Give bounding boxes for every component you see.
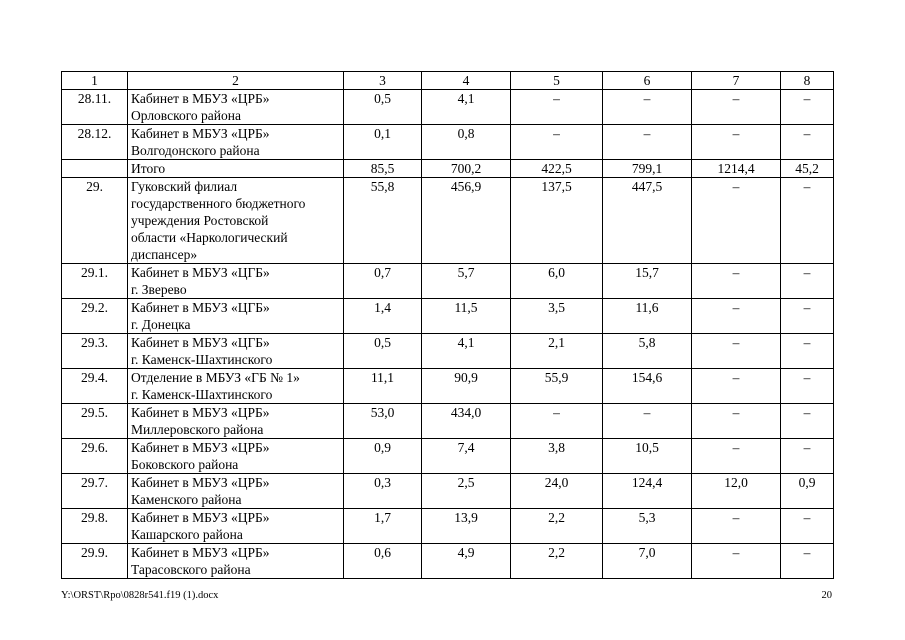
value-cell-c4: 434,0	[422, 404, 511, 439]
row-number: 29.	[62, 178, 128, 264]
value-cell-c6: –	[603, 404, 692, 439]
value-cell-c6: –	[603, 90, 692, 125]
value-cell-c4: 5,7	[422, 264, 511, 299]
value-cell-c4: 4,9	[422, 544, 511, 579]
table-row	[62, 264, 834, 299]
row-name-line: Миллеровского района	[131, 422, 264, 437]
row-number: 29.1.	[62, 264, 128, 299]
value-cell-c3: 1,4	[344, 299, 422, 334]
row-name-line: Кабинет в МБУЗ «ЦГБ»	[131, 265, 270, 280]
row-name-line: Каменского района	[131, 492, 242, 507]
value-cell-c8: –	[781, 264, 834, 299]
table-row	[62, 544, 834, 579]
row-name	[128, 125, 344, 160]
header-cell: 7	[692, 72, 781, 90]
header-cell: 2	[128, 72, 344, 90]
table-header-row	[62, 72, 834, 90]
value-cell-c3: 11,1	[344, 369, 422, 404]
table-row	[62, 509, 834, 544]
row-name-line: Боковского района	[131, 457, 239, 472]
value-cell-c7: –	[692, 439, 781, 474]
header-cell: 4	[422, 72, 511, 90]
value-cell-c4: 4,1	[422, 334, 511, 369]
row-name-line: Кабинет в МБУЗ «ЦРБ»	[131, 510, 270, 525]
value-cell-c6: –	[603, 125, 692, 160]
value-cell-c8: –	[781, 334, 834, 369]
value-cell-c8: –	[781, 369, 834, 404]
value-cell-c6: 15,7	[603, 264, 692, 299]
value-cell-c5: 3,8	[511, 439, 603, 474]
value-cell-c3: 0,6	[344, 544, 422, 579]
row-number: 28.11.	[62, 90, 128, 125]
value-cell-c3: 1,7	[344, 509, 422, 544]
value-cell-c6: 154,6	[603, 369, 692, 404]
value-cell-c6: 7,0	[603, 544, 692, 579]
table-row	[62, 299, 834, 334]
row-name-line: Кашарского района	[131, 527, 243, 542]
row-name-line: Гуковский филиал	[131, 179, 238, 194]
value-cell-c4: 700,2	[422, 160, 511, 178]
row-name-line: Кабинет в МБУЗ «ЦРБ»	[131, 475, 270, 490]
value-cell-c7: –	[692, 178, 781, 264]
value-cell-c5: 422,5	[511, 160, 603, 178]
row-name-line: Кабинет в МБУЗ «ЦРБ»	[131, 440, 270, 455]
row-number: 29.4.	[62, 369, 128, 404]
row-name-line: Кабинет в МБУЗ «ЦГБ»	[131, 300, 270, 315]
value-cell-c4: 456,9	[422, 178, 511, 264]
value-cell-c5: 55,9	[511, 369, 603, 404]
row-number: 29.9.	[62, 544, 128, 579]
table-row	[62, 178, 834, 264]
table-row	[62, 125, 834, 160]
value-cell-c5: 2,2	[511, 544, 603, 579]
table-row	[62, 334, 834, 369]
row-number: 29.6.	[62, 439, 128, 474]
value-cell-c8: –	[781, 125, 834, 160]
value-cell-c6: 11,6	[603, 299, 692, 334]
row-name-line: области «Наркологический	[131, 230, 288, 245]
value-cell-c5: 6,0	[511, 264, 603, 299]
value-cell-c8: –	[781, 299, 834, 334]
row-name	[128, 474, 344, 509]
header-cell: 6	[603, 72, 692, 90]
row-name-line: Кабинет в МБУЗ «ЦГБ»	[131, 335, 270, 350]
value-cell-c7: –	[692, 404, 781, 439]
row-name-line: Кабинет в МБУЗ «ЦРБ»	[131, 126, 270, 141]
value-cell-c7: –	[692, 125, 781, 160]
value-cell-c5: –	[511, 90, 603, 125]
value-cell-c4: 7,4	[422, 439, 511, 474]
value-cell-c6: 5,8	[603, 334, 692, 369]
row-name	[128, 334, 344, 369]
header-cell: 3	[344, 72, 422, 90]
row-name-line: учреждения Ростовской	[131, 213, 269, 228]
row-name	[128, 369, 344, 404]
value-cell-c5: 2,2	[511, 509, 603, 544]
row-name-line: г. Каменск-Шахтинского	[131, 352, 273, 367]
value-cell-c6: 799,1	[603, 160, 692, 178]
value-cell-c4: 4,1	[422, 90, 511, 125]
row-name-line: государственного бюджетного	[131, 196, 306, 211]
value-cell-c3: 0,3	[344, 474, 422, 509]
value-cell-c5: –	[511, 125, 603, 160]
value-cell-c4: 2,5	[422, 474, 511, 509]
value-cell-c5: 137,5	[511, 178, 603, 264]
value-cell-c7: –	[692, 264, 781, 299]
row-number: 29.8.	[62, 509, 128, 544]
value-cell-c8: –	[781, 544, 834, 579]
value-cell-c4: 11,5	[422, 299, 511, 334]
value-cell-c7: 12,0	[692, 474, 781, 509]
value-cell-c8: –	[781, 509, 834, 544]
row-name-line: Итого	[131, 161, 166, 176]
value-cell-c7: –	[692, 299, 781, 334]
page-number: 20	[821, 590, 832, 601]
value-cell-c8: –	[781, 178, 834, 264]
value-cell-c4: 90,9	[422, 369, 511, 404]
row-number: 29.3.	[62, 334, 128, 369]
row-name	[128, 439, 344, 474]
row-name	[128, 90, 344, 125]
value-cell-c5: 24,0	[511, 474, 603, 509]
row-name	[128, 178, 344, 264]
row-name-line: Тарасовского района	[131, 562, 251, 577]
row-number: 29.7.	[62, 474, 128, 509]
row-name-line: диспансер»	[131, 247, 198, 262]
table-row	[62, 439, 834, 474]
value-cell-c3: 0,5	[344, 90, 422, 125]
value-cell-c8: 0,9	[781, 474, 834, 509]
value-cell-c6: 124,4	[603, 474, 692, 509]
row-name-line: Кабинет в МБУЗ «ЦРБ»	[131, 545, 270, 560]
value-cell-c6: 10,5	[603, 439, 692, 474]
row-name-line: г. Каменск-Шахтинского	[131, 387, 273, 402]
value-cell-c7: –	[692, 544, 781, 579]
value-cell-c7: –	[692, 509, 781, 544]
row-name-line: Орловского района	[131, 108, 241, 123]
value-cell-c3: 0,5	[344, 334, 422, 369]
row-name-line: г. Донецка	[131, 317, 191, 332]
row-number	[62, 160, 128, 178]
table-row	[62, 160, 834, 178]
value-cell-c4: 13,9	[422, 509, 511, 544]
row-name-line: Кабинет в МБУЗ «ЦРБ»	[131, 405, 270, 420]
value-cell-c5: 3,5	[511, 299, 603, 334]
row-name	[128, 160, 344, 178]
value-cell-c3: 0,7	[344, 264, 422, 299]
value-cell-c5: –	[511, 404, 603, 439]
row-name	[128, 264, 344, 299]
row-number: 29.2.	[62, 299, 128, 334]
row-number: 29.5.	[62, 404, 128, 439]
row-name-line: Волгодонского района	[131, 143, 260, 158]
value-cell-c6: 5,3	[603, 509, 692, 544]
value-cell-c3: 55,8	[344, 178, 422, 264]
value-cell-c7: –	[692, 90, 781, 125]
value-cell-c6: 447,5	[603, 178, 692, 264]
table-row	[62, 90, 834, 125]
value-cell-c5: 2,1	[511, 334, 603, 369]
row-name-line: г. Зверево	[131, 282, 187, 297]
row-name	[128, 299, 344, 334]
value-cell-c8: –	[781, 90, 834, 125]
table-body	[62, 72, 834, 579]
table-row	[62, 474, 834, 509]
data-table	[61, 71, 834, 579]
table-row	[62, 404, 834, 439]
value-cell-c3: 85,5	[344, 160, 422, 178]
value-cell-c3: 53,0	[344, 404, 422, 439]
value-cell-c3: 0,9	[344, 439, 422, 474]
value-cell-c7: 1214,4	[692, 160, 781, 178]
row-name	[128, 404, 344, 439]
table-row	[62, 369, 834, 404]
value-cell-c7: –	[692, 369, 781, 404]
value-cell-c8: 45,2	[781, 160, 834, 178]
value-cell-c7: –	[692, 334, 781, 369]
row-number: 28.12.	[62, 125, 128, 160]
file-path: Y:\ORST\Rpo\0828r541.f19 (1).docx	[61, 590, 219, 601]
row-name-line: Отделение в МБУЗ «ГБ № 1»	[131, 370, 300, 385]
value-cell-c3: 0,1	[344, 125, 422, 160]
value-cell-c8: –	[781, 439, 834, 474]
row-name	[128, 544, 344, 579]
header-cell: 5	[511, 72, 603, 90]
value-cell-c8: –	[781, 404, 834, 439]
header-cell: 1	[62, 72, 128, 90]
header-cell: 8	[781, 72, 834, 90]
value-cell-c4: 0,8	[422, 125, 511, 160]
row-name	[128, 509, 344, 544]
row-name-line: Кабинет в МБУЗ «ЦРБ»	[131, 91, 270, 106]
